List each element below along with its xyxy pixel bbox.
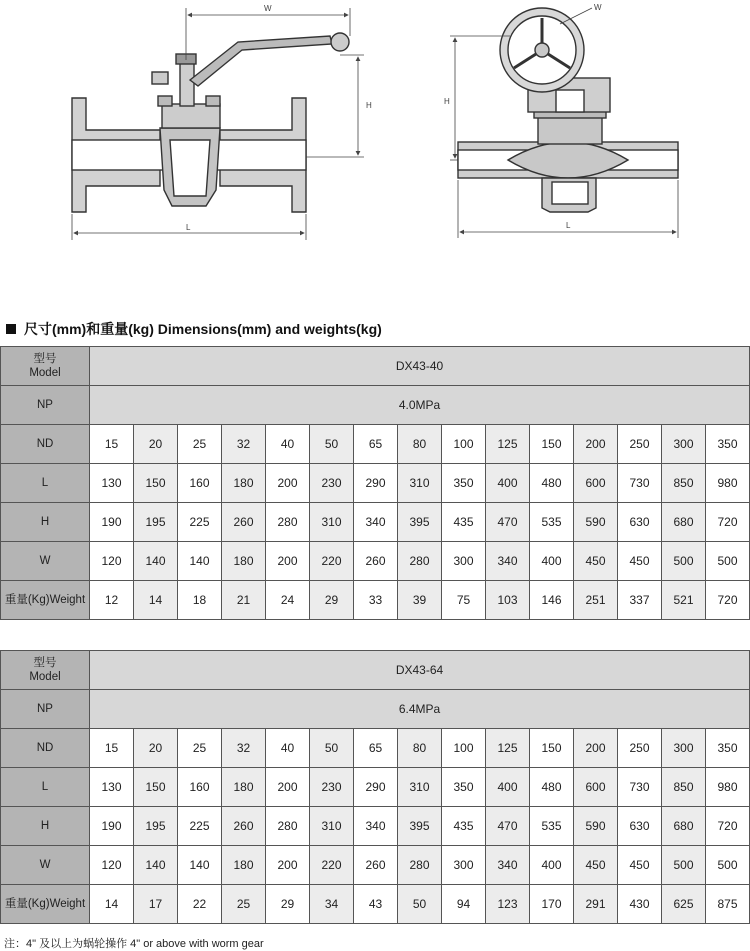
- table-cell: 195: [134, 807, 178, 846]
- table-cell: 260: [222, 503, 266, 542]
- table-cell: 14: [90, 885, 134, 924]
- table-cell: 680: [662, 807, 706, 846]
- table-cell: 450: [618, 846, 662, 885]
- model-label-cn: 型号: [33, 353, 57, 365]
- table-cell: 630: [618, 807, 662, 846]
- table-cell: 50: [310, 729, 354, 768]
- table-cell: 300: [442, 542, 486, 581]
- table-cell: 435: [442, 503, 486, 542]
- table-cell: 850: [662, 464, 706, 503]
- table-cell: 29: [310, 581, 354, 620]
- table-cell: 140: [178, 542, 222, 581]
- table-cell: 280: [398, 846, 442, 885]
- row-label: W: [1, 542, 90, 581]
- np-value: 6.4MPa: [90, 690, 750, 729]
- spec-table-dx43-40: [0, 346, 750, 620]
- row-label: 重量(Kg)Weight: [1, 581, 90, 620]
- left-dim-h: H: [366, 101, 372, 110]
- table-cell: 32: [222, 425, 266, 464]
- table-cell: 18: [178, 581, 222, 620]
- table-cell: 500: [662, 542, 706, 581]
- right-dim-h: H: [444, 97, 450, 106]
- left-dim-w: W: [264, 4, 272, 13]
- table-cell: 150: [530, 729, 574, 768]
- table-cell: 150: [134, 464, 178, 503]
- table-cell: 720: [706, 581, 750, 620]
- table-cell: 15: [90, 425, 134, 464]
- row-label: ND: [1, 425, 90, 464]
- table-cell: 480: [530, 768, 574, 807]
- table-cell: 300: [442, 846, 486, 885]
- h-row: [1, 503, 750, 542]
- np-row: [1, 690, 750, 729]
- table-cell: 33: [354, 581, 398, 620]
- nd-row: [1, 425, 750, 464]
- table-cell: 470: [486, 807, 530, 846]
- table-cell: 65: [354, 729, 398, 768]
- table-cell: 14: [134, 581, 178, 620]
- table-cell: 150: [530, 425, 574, 464]
- table-cell: 340: [486, 542, 530, 581]
- table-cell: 190: [90, 807, 134, 846]
- model-label-en: Model: [29, 367, 61, 379]
- table-cell: 260: [354, 542, 398, 581]
- table-cell: 180: [222, 768, 266, 807]
- table-cell: 430: [618, 885, 662, 924]
- table-cell: 22: [178, 885, 222, 924]
- row-label: H: [1, 807, 90, 846]
- table-cell: 50: [398, 885, 442, 924]
- table-cell: 125: [486, 729, 530, 768]
- table-cell: 12: [90, 581, 134, 620]
- table-cell: 43: [354, 885, 398, 924]
- table-cell: 100: [442, 729, 486, 768]
- l-row: [1, 464, 750, 503]
- table-cell: 39: [398, 581, 442, 620]
- row-label: L: [1, 464, 90, 503]
- table-cell: 310: [398, 768, 442, 807]
- table-cell: 180: [222, 464, 266, 503]
- table-cell: 200: [266, 768, 310, 807]
- table-cell: 40: [266, 425, 310, 464]
- table-cell: 480: [530, 464, 574, 503]
- section-title: [6, 319, 382, 339]
- table-cell: 94: [442, 885, 486, 924]
- table-cell: 340: [354, 807, 398, 846]
- table-cell: 535: [530, 807, 574, 846]
- table-cell: 625: [662, 885, 706, 924]
- table-cell: 350: [442, 768, 486, 807]
- right-dim-l: L: [566, 221, 571, 230]
- section-title-text: 尺寸(mm)和重量(kg) Dimensions(mm) and weights(kg): [24, 321, 382, 337]
- table-cell: 310: [398, 464, 442, 503]
- table-cell: 225: [178, 807, 222, 846]
- table-cell: 395: [398, 807, 442, 846]
- table-cell: 25: [222, 885, 266, 924]
- table-cell: 220: [310, 542, 354, 581]
- footnote: 注：4" 及以上为蜗轮操作 4" or above with worm gear: [4, 938, 264, 950]
- table-cell: 50: [310, 425, 354, 464]
- table-cell: 125: [486, 425, 530, 464]
- w-row: [1, 846, 750, 885]
- table-cell: 350: [706, 425, 750, 464]
- table-cell: 730: [618, 464, 662, 503]
- table-cell: 400: [530, 846, 574, 885]
- w-row: [1, 542, 750, 581]
- table-cell: 395: [398, 503, 442, 542]
- table-cell: 25: [178, 425, 222, 464]
- l-row: [1, 768, 750, 807]
- nd-row: [1, 729, 750, 768]
- table-cell: 251: [574, 581, 618, 620]
- table-cell: 103: [486, 581, 530, 620]
- table-cell: 590: [574, 503, 618, 542]
- table-cell: 291: [574, 885, 618, 924]
- table-cell: 980: [706, 768, 750, 807]
- table-cell: 280: [266, 807, 310, 846]
- table-cell: 40: [266, 729, 310, 768]
- table-cell: 24: [266, 581, 310, 620]
- table-cell: 230: [310, 768, 354, 807]
- table-cell: 25: [178, 729, 222, 768]
- table-cell: 34: [310, 885, 354, 924]
- table-cell: 720: [706, 503, 750, 542]
- table-cell: 350: [706, 729, 750, 768]
- model-label: [1, 347, 90, 386]
- table-cell: 20: [134, 425, 178, 464]
- row-label: L: [1, 768, 90, 807]
- table-cell: 21: [222, 581, 266, 620]
- table-cell: 80: [398, 425, 442, 464]
- table-cell: 730: [618, 768, 662, 807]
- table-cell: 521: [662, 581, 706, 620]
- table-cell: 470: [486, 503, 530, 542]
- model-row: [1, 651, 750, 690]
- model-label: [1, 651, 90, 690]
- np-label: NP: [1, 690, 90, 729]
- table-cell: 120: [90, 846, 134, 885]
- table-cell: 29: [266, 885, 310, 924]
- row-label: 重量(Kg)Weight: [1, 885, 90, 924]
- table-cell: 140: [178, 846, 222, 885]
- table-cell: 75: [442, 581, 486, 620]
- table-cell: 310: [310, 503, 354, 542]
- table-cell: 450: [574, 846, 618, 885]
- table-cell: 400: [486, 768, 530, 807]
- table-cell: 120: [90, 542, 134, 581]
- table-cell: 80: [398, 729, 442, 768]
- table-cell: 130: [90, 768, 134, 807]
- np-label: NP: [1, 386, 90, 425]
- table-cell: 225: [178, 503, 222, 542]
- table-cell: 17: [134, 885, 178, 924]
- table-cell: 290: [354, 464, 398, 503]
- table-cell: 310: [310, 807, 354, 846]
- table-cell: 340: [486, 846, 530, 885]
- table-cell: 200: [266, 846, 310, 885]
- table-cell: 195: [134, 503, 178, 542]
- table-cell: 190: [90, 503, 134, 542]
- table-cell: 170: [530, 885, 574, 924]
- model-value: DX43-40: [90, 347, 750, 386]
- table-cell: 535: [530, 503, 574, 542]
- left-dim-l: L: [186, 223, 191, 232]
- model-row: [1, 347, 750, 386]
- table-cell: 180: [222, 846, 266, 885]
- model-value: DX43-64: [90, 651, 750, 690]
- spec-table-dx43-64: [0, 650, 750, 924]
- weight-row: [1, 581, 750, 620]
- lever-valve-view: [72, 33, 349, 212]
- table-cell: 600: [574, 464, 618, 503]
- model-label-cn: 型号: [33, 657, 57, 669]
- table-cell: 875: [706, 885, 750, 924]
- table-cell: 140: [134, 542, 178, 581]
- table-cell: 180: [222, 542, 266, 581]
- table-cell: 160: [178, 768, 222, 807]
- table-cell: 680: [662, 503, 706, 542]
- table-cell: 146: [530, 581, 574, 620]
- table-cell: 250: [618, 729, 662, 768]
- row-label: ND: [1, 729, 90, 768]
- table-cell: 980: [706, 464, 750, 503]
- table-cell: 500: [706, 542, 750, 581]
- table-cell: 260: [222, 807, 266, 846]
- square-bullet-icon: [6, 324, 16, 334]
- table-cell: 280: [398, 542, 442, 581]
- table-cell: 350: [442, 464, 486, 503]
- table-cell: 200: [574, 729, 618, 768]
- table-cell: 100: [442, 425, 486, 464]
- table-cell: 590: [574, 807, 618, 846]
- gear-valve-view: [458, 8, 678, 212]
- weight-row: [1, 885, 750, 924]
- table-cell: 280: [266, 503, 310, 542]
- table-cell: 65: [354, 425, 398, 464]
- table-cell: 337: [618, 581, 662, 620]
- table-cell: 15: [90, 729, 134, 768]
- h-row: [1, 807, 750, 846]
- table-cell: 32: [222, 729, 266, 768]
- table-cell: 450: [618, 542, 662, 581]
- table-cell: 260: [354, 846, 398, 885]
- table-cell: 150: [134, 768, 178, 807]
- table-cell: 300: [662, 425, 706, 464]
- table-cell: 123: [486, 885, 530, 924]
- table-cell: 160: [178, 464, 222, 503]
- model-label-en: Model: [29, 671, 61, 683]
- table-cell: 340: [354, 503, 398, 542]
- valve-drawing: [0, 0, 750, 300]
- table-cell: 200: [266, 464, 310, 503]
- table-cell: 400: [486, 464, 530, 503]
- np-value: 4.0MPa: [90, 386, 750, 425]
- table-cell: 600: [574, 768, 618, 807]
- table-cell: 720: [706, 807, 750, 846]
- table-cell: 450: [574, 542, 618, 581]
- table-cell: 300: [662, 729, 706, 768]
- np-row: [1, 386, 750, 425]
- table-cell: 130: [90, 464, 134, 503]
- table-cell: 850: [662, 768, 706, 807]
- table-cell: 250: [618, 425, 662, 464]
- table-cell: 20: [134, 729, 178, 768]
- table-cell: 290: [354, 768, 398, 807]
- table-cell: 435: [442, 807, 486, 846]
- table-cell: 140: [134, 846, 178, 885]
- table-cell: 220: [310, 846, 354, 885]
- row-label: H: [1, 503, 90, 542]
- table-cell: 500: [662, 846, 706, 885]
- table-cell: 400: [530, 542, 574, 581]
- table-cell: 630: [618, 503, 662, 542]
- table-cell: 500: [706, 846, 750, 885]
- table-cell: 200: [266, 542, 310, 581]
- table-cell: 230: [310, 464, 354, 503]
- row-label: W: [1, 846, 90, 885]
- table-cell: 200: [574, 425, 618, 464]
- right-dim-w: W: [594, 3, 602, 12]
